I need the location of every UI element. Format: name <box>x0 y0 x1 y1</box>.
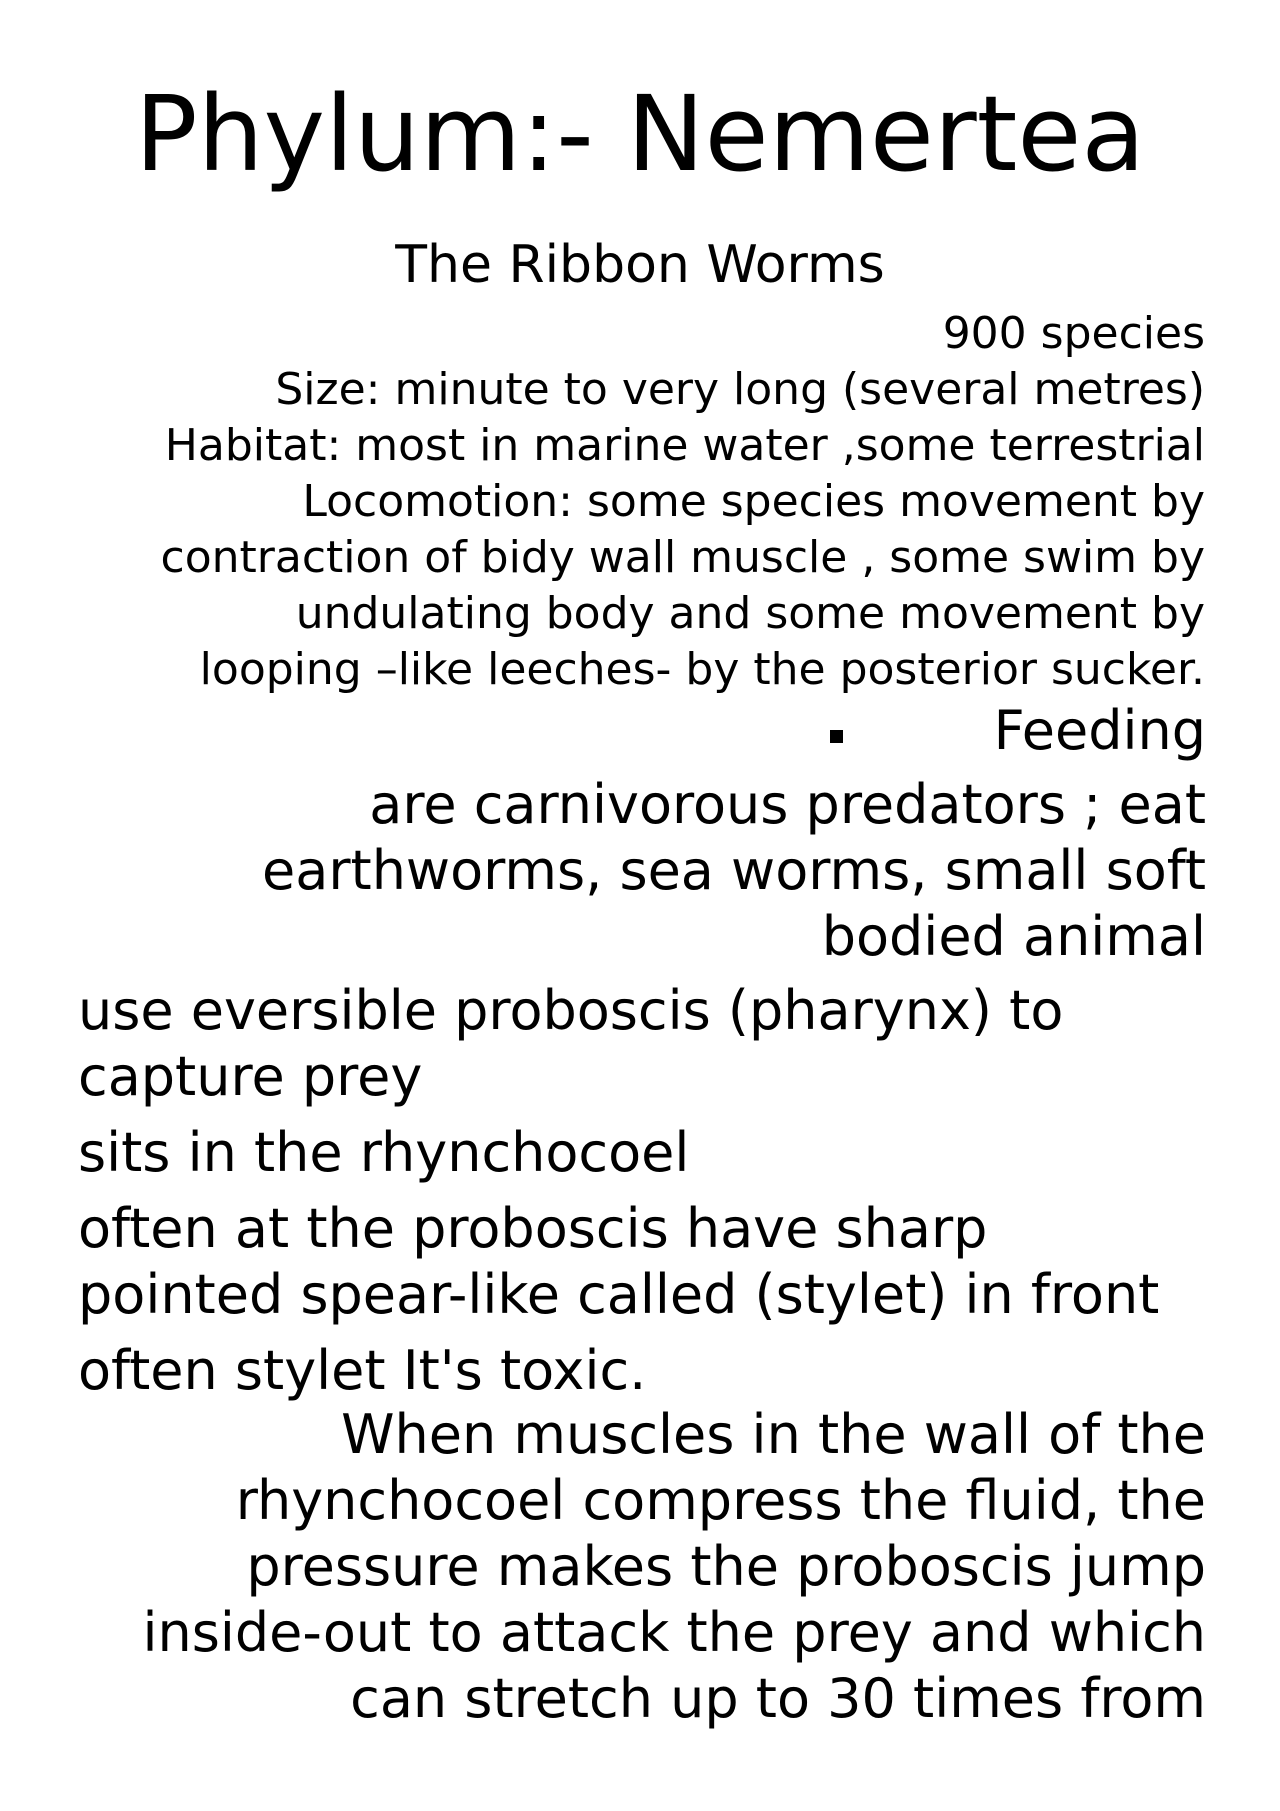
locomotion-line-1: Locomotion: some species movement by <box>302 476 1205 527</box>
species-count: 900 species <box>942 308 1205 359</box>
paragraph-line: can stretch up to 30 times from <box>350 1667 1206 1730</box>
page-title: Phylum:- Nemertea <box>134 73 1146 195</box>
paragraph-line: often stylet It's toxic. <box>78 1339 647 1402</box>
feeding-heading: Feeding <box>993 699 1206 762</box>
size-line: Size: minute to very long (several metres) <box>275 364 1205 415</box>
bullet-square-icon <box>830 730 843 743</box>
habitat-line: Habitat: most in marine water ,some terrestrial <box>164 420 1205 471</box>
locomotion-line-2: contraction of bidy wall muscle , some swim by <box>160 532 1205 583</box>
paragraph-line: capture prey <box>78 1045 423 1108</box>
paragraph-line: pressure makes the proboscis jump <box>246 1535 1206 1598</box>
paragraph-line: inside-out to attack the prey and which <box>142 1601 1206 1664</box>
paragraph-line: When muscles in the wall of the <box>341 1403 1206 1466</box>
mechanism-paragraph <box>56 1402 1206 1732</box>
stylet-paragraph <box>78 1196 1159 1328</box>
paragraph-line: rhynchocoel compress the fluid, the <box>235 1469 1206 1532</box>
rhynchocoel-paragraph <box>78 1120 689 1186</box>
locomotion-line-4: looping –like leeches- by the posterior sucker. <box>199 644 1205 695</box>
feeding-line: are carnivorous predators ; eat <box>369 773 1206 836</box>
page-subtitle: The Ribbon Worms <box>395 235 885 295</box>
paragraph-line: often at the proboscis have sharp <box>78 1197 988 1260</box>
proboscis-paragraph <box>78 978 1063 1110</box>
locomotion-line-3: undulating body and some movement by <box>295 588 1205 639</box>
toxic-paragraph <box>78 1338 646 1404</box>
paragraph-line: use eversible proboscis (pharynx) to <box>78 979 1064 1042</box>
feeding-line: earthworms, sea worms, small soft <box>262 839 1206 902</box>
paragraph-line: sits in the rhynchocoel <box>78 1121 690 1184</box>
feeding-description <box>206 772 1206 970</box>
info-block <box>60 306 1205 698</box>
paragraph-line: pointed spear-like called (stylet) in front <box>78 1263 1160 1326</box>
feeding-line: bodied animal <box>821 905 1206 968</box>
